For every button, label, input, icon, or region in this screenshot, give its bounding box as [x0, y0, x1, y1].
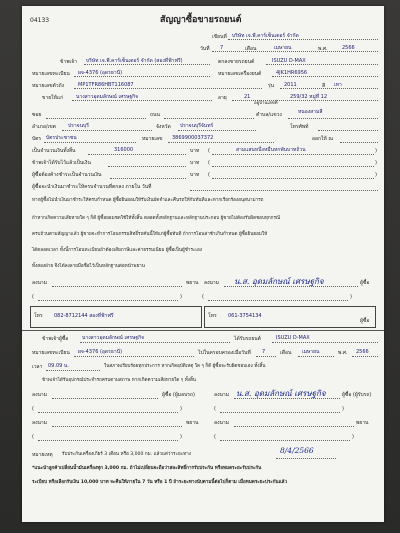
- handover-print-line-c: [38, 440, 178, 441]
- terms-line-1: หากผู้ซื้อไม่นำเงินมาชำระให้ครบกำหนด ผู้ซื้อยินยอมให้รับเงินมัดจำและคืนรถให้กับทันทีและหากเรียกร้องอนุสนามารถ: [32, 198, 264, 203]
- handover-time-line: [46, 370, 100, 371]
- handover-print-close-b: ): [342, 406, 344, 412]
- handover-sign-line-d: [234, 426, 354, 427]
- footer-star-1: *แนะนำลูกค้าเปลี่ยนน้ำมันเครื่องทุก 3,000 กม. ถ้าไม่เปลี่ยนจะถือว่าสละสิทธิ์การรับประกัน หรือหมดระยะรับประกัน: [32, 466, 262, 471]
- district-line: [62, 130, 152, 131]
- price-label: เป็นจำนวนเงินทั้งสิ้น: [32, 148, 76, 154]
- print-open-a: (: [32, 294, 34, 300]
- section-divider: [22, 330, 384, 331]
- price-baht: บาท: [190, 148, 200, 154]
- road-label: ถนน: [150, 112, 160, 118]
- handover-print-close-c: ): [180, 434, 182, 440]
- issued-line: [340, 142, 378, 143]
- paid-words-line: [212, 166, 374, 167]
- model-year-line: [280, 88, 378, 89]
- year-label: พ.ศ.: [318, 46, 328, 52]
- handover-print-open-c: (: [32, 434, 34, 440]
- age-label: อายุ: [218, 95, 227, 101]
- district-label: อำเภอ/เขต: [32, 124, 56, 130]
- district-value: ปราจนบุรี: [68, 123, 89, 129]
- handover-print-line-b: [220, 412, 340, 413]
- print-line-b: [208, 300, 348, 301]
- print-open-b: (: [202, 294, 204, 300]
- sign-label-a: ลงนาม: [32, 280, 48, 286]
- paid-open: (: [208, 160, 210, 166]
- soi-label: ซอย: [32, 112, 42, 118]
- handover-plate-label: หมายเลขทะเบียน: [32, 350, 70, 356]
- handover-print-open-d: (: [214, 434, 216, 440]
- buyer-role-phone: ผู้ซื้อ: [360, 318, 370, 324]
- province-line: [178, 130, 256, 131]
- model-year-value: 2011: [284, 82, 297, 88]
- handover-brand: ISUZU D-MAX: [276, 335, 310, 341]
- card-type: บัตรประชาชน: [46, 135, 77, 141]
- handover-year-line: [352, 356, 378, 357]
- remaining-line: [110, 178, 186, 179]
- terms-line-4: ได้ตลอดเวลา ทั้งนี้การโอนทะเบียนถ้าต้องเสียภาษีและค่าธรรมเนียม ผู้ซื้อเป็นผู้ชำระเอง: [32, 248, 202, 253]
- age-value: 21: [244, 94, 251, 100]
- paid-baht: บาท: [190, 160, 200, 166]
- buyer-name: นางสาวอุดมลักษณ์ เศรษฐกิจ: [76, 94, 139, 100]
- buyer-name-line: [72, 100, 212, 101]
- plate-label: หมายเลขทะเบียน: [32, 71, 70, 77]
- handover-witness-a: พยาน: [186, 420, 199, 426]
- date-day: 7: [220, 45, 224, 51]
- handover-sign-line-b: [234, 398, 340, 399]
- buyer-signature-2: น.ส. อุดมลักษณ์ เศรษฐกิจ: [236, 389, 326, 398]
- handover-year: 2566: [356, 349, 369, 355]
- terms-line-5: ทั้งสองฝ่าย จึงได้ลงลายมือชื่อไว้เป็นหลักฐานต่อหน้าพยาน: [32, 264, 145, 269]
- handover-print-open-b: (: [214, 406, 216, 412]
- card-type-line: [44, 142, 136, 143]
- buyer-signature-1: น.ส. อุดมลักษณ์ เศรษฐกิจ: [234, 277, 324, 286]
- plate-value: ผจ-4376 (อุดรธานี): [78, 70, 123, 76]
- handover-print-open-a: (: [32, 406, 34, 412]
- note-label: หมายเหตุ: [32, 452, 53, 458]
- print-close-b: ): [350, 294, 352, 300]
- price-line: [88, 154, 186, 155]
- province-value: ปราจนบุรีจันทร์: [180, 123, 214, 129]
- handover-year-label: พ.ศ.: [338, 350, 348, 356]
- sign-role-a: พยาน: [186, 280, 199, 286]
- remaining-words-line: [212, 178, 374, 179]
- brand-value: ISUZU D-MAX: [272, 58, 306, 64]
- handover-intro-label: ข้าพเจ้าผู้ซื้อ: [42, 336, 69, 342]
- brand-label: ตกลงขายรถยนต์: [218, 59, 255, 65]
- deadline-label: ผู้ซื้อจะนำเงินมาชำระให้ครบจำนวนที่ตกลง ภายใน วันที่: [32, 184, 152, 190]
- handover-plate-line: [74, 356, 194, 357]
- handover-buyer-line: [80, 342, 230, 343]
- handover-sign-label-c: ลงนาม: [32, 420, 48, 426]
- buyer-label: ขายให้แก่: [42, 95, 64, 101]
- handover-print-close-a: ): [180, 406, 182, 412]
- age-line: [232, 100, 378, 101]
- note-line: [276, 458, 336, 459]
- buyer-phone-label: โทร: [208, 313, 217, 319]
- document-number: 04133: [30, 17, 50, 24]
- subdistrict-label: ตำบล/แขวง: [256, 112, 282, 118]
- address-label: อยู่บ้านเลขที่: [254, 101, 278, 106]
- handover-day: 7: [262, 349, 266, 355]
- seller-phone-label: โทร: [34, 313, 43, 319]
- print-line-a: [38, 300, 178, 301]
- document-title: สัญญาซื้อขายรถยนต์: [160, 15, 242, 25]
- issued-label: ออกให้ ณ: [312, 136, 333, 142]
- paid-label: ข้าพเจ้าได้รับไว้แล้วเป็นเงิน: [32, 160, 91, 166]
- model-year-label: รุ่น: [268, 83, 275, 89]
- handover-acc-text: ข้าพเจ้าได้รับอุปกรณ์ประจำรถครบตามสภาพ หากเกิดความเสียหายใด ๆ ทั้งสิ้น: [42, 378, 196, 383]
- handover-day-line: [256, 356, 276, 357]
- handover-month-line: [298, 356, 334, 357]
- handover-time-label: เวลา: [32, 364, 43, 370]
- print-close-a: ): [180, 294, 182, 300]
- handover-print-close-d: ): [352, 434, 354, 440]
- chassis-value: MP1TFR86HBT116087: [78, 82, 134, 88]
- buyer-phone-value: 061-3754134: [228, 313, 262, 319]
- handover-sign-label-d: ลงนาม: [214, 420, 230, 426]
- written-at-value: บริษัท เจ.พี.คาร์เซ็นเตอร์ จำกัด: [232, 33, 299, 39]
- footer-star-2: ระเบียบ หรือเลือกรับเงิน 10,000 บาท จะคืนให้ภายใน 7 วัน หรือ 1 ปี ถ้าระยะทางนับตามนี้ต่อไปก็ตาม เมื่อหมดระยะประกันแล้ว: [32, 480, 288, 485]
- note-text: รับประกันเครื่องเกียร์ 3 เดือน หรือ 3,000 กม. แล้วแต่ว่าระยะทาง: [62, 452, 191, 457]
- paid-line: [108, 166, 186, 167]
- seller-phone-value: 082-8712144 สองที่ฟ้าฟรี: [54, 313, 114, 319]
- phone-label: โทรศัพท์: [290, 124, 309, 130]
- card-no-value: 3869900037372: [172, 135, 214, 141]
- handover-sign-label-a: ลงนาม: [32, 392, 48, 398]
- handover-print-line-d: [220, 440, 350, 441]
- address-value: 259/32 หมู่ที่ 12: [290, 94, 328, 100]
- engine-line: [272, 76, 378, 77]
- chassis-line: [74, 88, 262, 89]
- month-label: เดือน: [245, 46, 257, 52]
- plate-line: [74, 76, 210, 77]
- subdistrict-value: หนองสามสี: [298, 109, 323, 115]
- road-line: [164, 118, 254, 119]
- handover-plate: ผจ-4376 (อุดรธานี): [78, 349, 123, 355]
- soi-line: [46, 118, 146, 119]
- seller-label: ข้าพเจ้า: [60, 59, 77, 65]
- card-no-line: [168, 142, 274, 143]
- sign-line-b: [224, 286, 358, 287]
- terms-line-2: ถ้าหากเกิดความเสียหายใด ๆ ก็ดี ผู้ซื้อยอมชดใช้ให้ทั้งสิ้น ตลอดทั้งหลักฐานและหลักฐานประกอบ ผู้ขายไม่ต้องรับผิดชอบทุกกรณี: [32, 216, 281, 221]
- phone-line: [318, 130, 378, 131]
- handover-date-text: ไปในครอบครองเมื่อวันที่: [198, 350, 251, 356]
- price-words-close: ): [375, 148, 377, 154]
- contract-document: [22, 6, 384, 522]
- handover-buyer-role: ผู้ซื้อ (ผู้รับรถ): [342, 392, 372, 398]
- price-words-line: [212, 154, 374, 155]
- handover-sign-label-b: ลงนาม: [214, 392, 230, 398]
- handover-brand-line: [272, 342, 378, 343]
- handover-sign-line-c: [52, 426, 182, 427]
- terms-line-3: ครบถ้วนตามสัญญาแล้ว ผู้ขายจะทำการโอนกรรมสิทธิ์รถคันนี้ให้แก่ผู้ซื้อทันที ถ้าการโอนล่าช้าเกินกำหนด ผู้ซื้อยินยอมให้: [32, 232, 268, 237]
- handover-receiver-role: ผู้ซื้อ (ผู้มอบรถ): [162, 392, 195, 398]
- handover-sign-line-a: [52, 398, 158, 399]
- color-value: เทา: [334, 82, 342, 88]
- paid-close: ): [375, 160, 377, 166]
- seller-value: บริษัท เจ.พี.คาร์เซ็นเตอร์ จำกัด (สองที่ฟ้าฟรี): [86, 58, 183, 64]
- date-line: [212, 51, 378, 52]
- date-year: 2566: [342, 45, 355, 51]
- subdistrict-line: [288, 118, 378, 119]
- price-words-open: (: [208, 148, 210, 154]
- handover-print-line-a: [38, 412, 178, 413]
- remaining-close: ): [375, 172, 377, 178]
- price-value: 316000: [114, 147, 134, 153]
- chassis-label: หมายเลขตัวถัง: [32, 83, 65, 89]
- date-month: เมษายน: [274, 45, 292, 51]
- buyer-role-1: ผู้ซื้อ: [360, 280, 370, 286]
- province-label: จังหวัด: [156, 124, 171, 130]
- note-date: 8/4/2566: [280, 446, 314, 455]
- card-no-label: หมายเลข: [142, 136, 163, 142]
- remaining-open: (: [208, 172, 210, 178]
- handover-resp-text: ในสภาพเรียบร้อยทุกประการ หากเกิดอุบัติเหตุ ใด ๆ ก็ดี ผู้ซื้อจะรับผิดชอบเอง ทั้งสิ้น: [104, 364, 266, 369]
- handover-received-label: ได้รับรถยนต์: [234, 336, 261, 342]
- handover-witness-b: พยาน: [356, 420, 369, 426]
- remaining-baht: บาท: [190, 172, 200, 178]
- date-label: วันที่: [200, 46, 210, 52]
- brand-line: [266, 64, 378, 65]
- card-label: บัตร: [32, 136, 42, 142]
- remaining-label: ผู้ซื้อต้องค้างชำระเป็นจำนวนเงิน: [32, 172, 102, 178]
- handover-buyer: นางสาวอุดมลักษณ์ เศรษฐกิจ: [82, 335, 145, 341]
- handover-month: เมษายน: [302, 349, 320, 355]
- price-words: สามแสนหนึ่งหมื่นหกพันบาทถ้วน: [236, 147, 306, 153]
- seller-line: [84, 64, 210, 65]
- engine-value: 4JK1HR6956: [276, 70, 308, 76]
- sign-line-a: [52, 286, 182, 287]
- sign-label-b: ลงนาม: [204, 280, 220, 286]
- handover-time: 09.09 น.: [48, 363, 69, 369]
- written-at-label: เขียนที่: [212, 34, 227, 40]
- engine-label: หมายเลขเครื่องยนต์: [218, 71, 262, 77]
- color-label: สี: [322, 83, 326, 89]
- deadline-line: [190, 190, 378, 191]
- handover-month-label: เดือน: [280, 350, 292, 356]
- written-at-line: [228, 39, 378, 40]
